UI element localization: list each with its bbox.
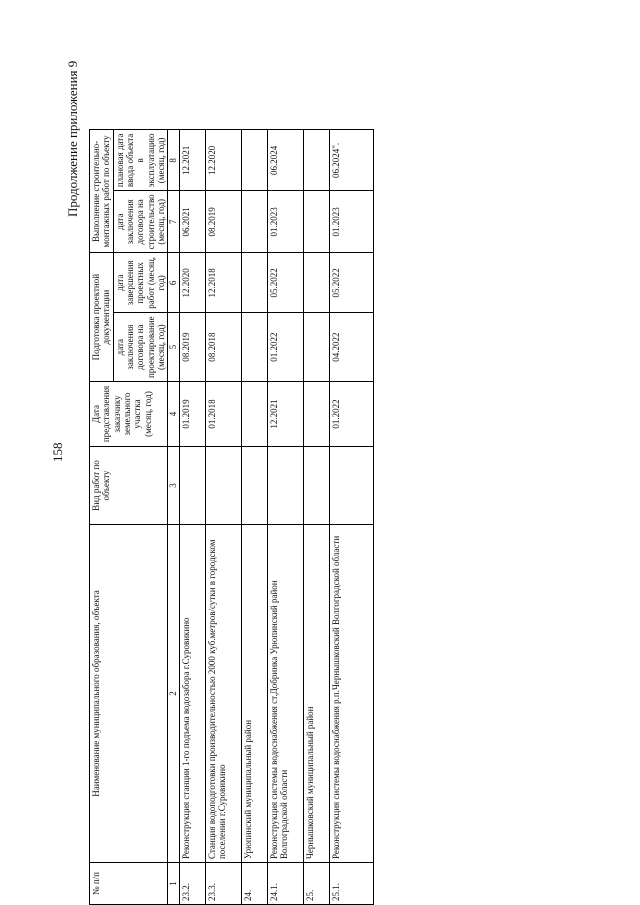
col-index: 8 <box>168 130 179 191</box>
column-index-row <box>168 130 179 905</box>
row-build-contract: 08.2019 <box>205 191 241 253</box>
row-name: Станция водоподготовки производительностью 2000 куб.метров/сутки в городском поселении г.Суровикино <box>205 525 241 863</box>
row-build-contract: 06.2021 <box>179 191 205 253</box>
table-row <box>303 130 329 905</box>
row-build-plan: 12.2020 <box>205 130 241 191</box>
row-design-contract <box>241 313 267 382</box>
header-design: Подготовка проектной документации <box>90 253 114 382</box>
row-build-contract: 01.2023 <box>329 191 373 253</box>
row-work <box>267 447 303 525</box>
row-build-contract <box>303 191 329 253</box>
row-build-plan <box>303 130 329 191</box>
header-num: № п/п <box>90 863 168 905</box>
page-subtitle: Продолжение приложения 9 <box>65 60 80 217</box>
row-date <box>241 382 267 447</box>
row-work <box>205 447 241 525</box>
header-build-contract: дата заключения договора на строительство (месяц, год) <box>113 191 168 253</box>
row-date: 01.2022 <box>329 382 373 447</box>
table-row <box>179 130 205 905</box>
table-row <box>205 130 241 905</box>
row-design-contract: 04.2022 <box>329 313 373 382</box>
header-build-plan: плановая дата ввода объекта в эксплуатацию (месяц, год) <box>113 130 168 191</box>
header-design-contract: дата заключения договора на проектирование (месяц, год) <box>113 313 168 382</box>
header-design-end: дата завершения проектных работ (месяц, год) <box>113 253 168 313</box>
row-num: 24. <box>241 863 267 905</box>
col-index: 5 <box>168 313 179 382</box>
row-design-contract: 01.2022 <box>267 313 303 382</box>
row-design-contract <box>303 313 329 382</box>
row-name: Реконструкция системы водоснабжения ст.Добринка Урюпинский район Волгоградской области <box>267 525 303 863</box>
row-design-end: 05.2022 <box>329 253 373 313</box>
row-design-contract: 08.2018 <box>205 313 241 382</box>
row-date <box>303 382 329 447</box>
row-build-contract: 01.2023 <box>267 191 303 253</box>
col-index: 2 <box>168 525 179 863</box>
header-date: Дата представления заказчику земельного участка (месяц, год) <box>90 382 168 447</box>
row-design-contract: 08.2019 <box>179 313 205 382</box>
row-name: Урюпинский муниципальный район <box>241 525 267 863</box>
col-index: 4 <box>168 382 179 447</box>
row-num: 25. <box>303 863 329 905</box>
table-row <box>329 130 373 905</box>
row-build-plan: 06.2024 <box>267 130 303 191</box>
row-num: 23.3. <box>205 863 241 905</box>
header-name: Наименование муниципального образования, объекта <box>90 525 168 863</box>
row-work <box>329 447 373 525</box>
col-index: 3 <box>168 447 179 525</box>
header-work: Вид работ по объекту <box>90 447 168 525</box>
row-name: Реконструкция станции 1-го подъема водозабора г.Суровикино <box>179 525 205 863</box>
row-name: Реконструкция системы водоснабжения р.п.Чернышковский Волгоградской области <box>329 525 373 863</box>
table-row <box>267 130 303 905</box>
row-date: 01.2018 <box>205 382 241 447</box>
row-work <box>303 447 329 525</box>
row-build-contract <box>241 191 267 253</box>
table-row <box>241 130 267 905</box>
col-index: 6 <box>168 253 179 313</box>
row-design-end <box>241 253 267 313</box>
row-build-plan <box>241 130 267 191</box>
row-work <box>241 447 267 525</box>
page-number: 158 <box>50 442 65 462</box>
row-build-plan: 06.2024". <box>329 130 373 191</box>
row-date: 12.2021 <box>267 382 303 447</box>
header-build: Выполнение строительно-монтажных работ по объекту <box>90 130 114 253</box>
row-work <box>179 447 205 525</box>
row-num: 24.1. <box>267 863 303 905</box>
row-design-end: 05.2022 <box>267 253 303 313</box>
row-design-end: 12.2018 <box>205 253 241 313</box>
row-build-plan: 12.2021 <box>179 130 205 191</box>
row-design-end <box>303 253 329 313</box>
row-name: Чернышковский муниципальный район <box>303 525 329 863</box>
col-index: 7 <box>168 191 179 253</box>
row-num: 25.1. <box>329 863 373 905</box>
row-num: 23.2. <box>179 863 205 905</box>
col-index: 1 <box>168 863 179 905</box>
row-date: 01.2019 <box>179 382 205 447</box>
schedule-table <box>89 129 374 905</box>
row-design-end: 12.2020 <box>179 253 205 313</box>
